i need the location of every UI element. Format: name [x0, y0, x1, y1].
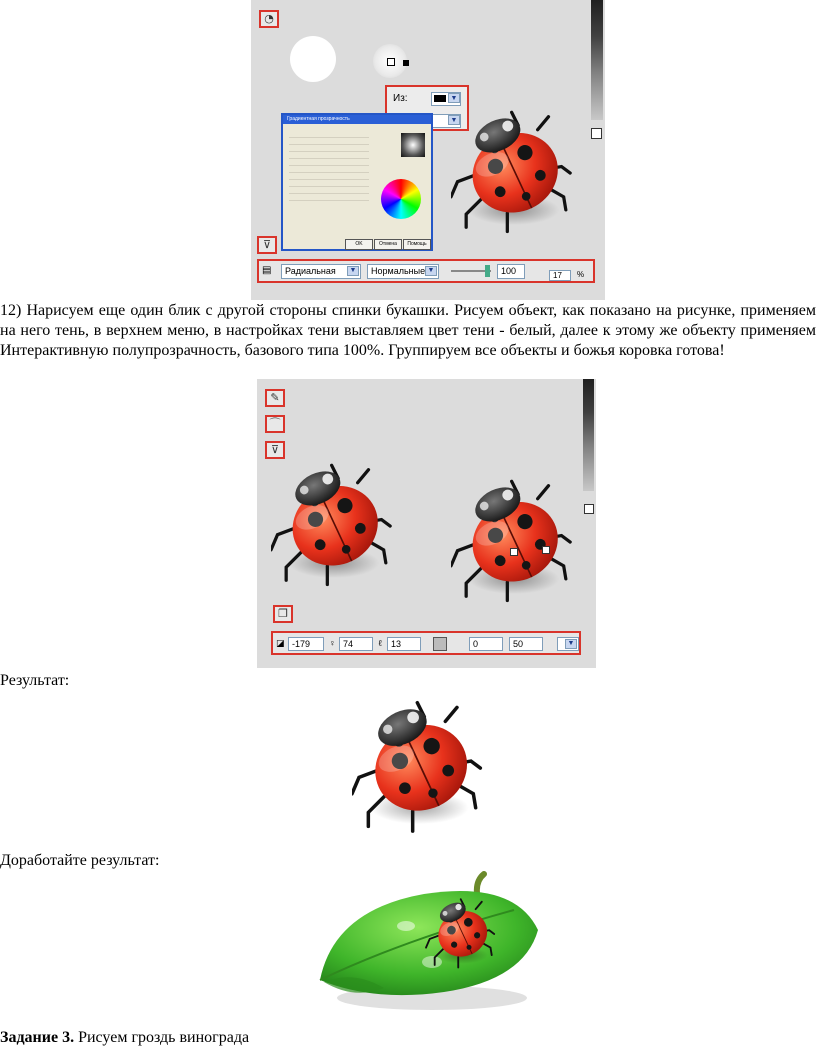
figure1-toolbar: [257, 259, 595, 283]
shadow-color-select[interactable]: ▼: [557, 637, 579, 651]
interactive-transparency-icon[interactable]: ⊽: [257, 236, 277, 254]
transparency-tool-icon-2[interactable]: ⊽: [265, 441, 285, 459]
shadow-handle-end[interactable]: [542, 546, 550, 554]
angle-value: 17: [553, 271, 562, 280]
percent-sign: %: [577, 270, 585, 279]
palette-strip: [591, 0, 603, 120]
transparency-dialog: [281, 113, 433, 251]
result-label: Результат:: [0, 672, 70, 689]
palette-swatch-2: [584, 504, 594, 514]
palette-strip-2: [583, 379, 594, 491]
figure2-screenshot: [257, 379, 596, 668]
improve-label: Доработайте результат:: [0, 852, 160, 869]
type-value: Радиальная: [285, 266, 336, 276]
transparency-tool-icon[interactable]: ◔: [259, 10, 279, 28]
opacity-slider-thumb[interactable]: [485, 265, 490, 277]
ladybug-figure1: [451, 110, 581, 235]
feather-input[interactable]: 13: [387, 637, 421, 651]
shadow-tool-icon[interactable]: ❐: [273, 605, 293, 623]
angle-input-2[interactable]: 0: [469, 637, 503, 651]
drop-shadow-tool-icon[interactable]: ✎: [265, 389, 285, 407]
dialog-preview: [401, 133, 425, 157]
palette-swatch: [591, 128, 602, 139]
angle-input[interactable]: [549, 270, 571, 281]
white-circle: [290, 36, 336, 82]
opacity-input-2[interactable]: 74: [339, 637, 373, 651]
help-button[interactable]: Помощь: [403, 239, 431, 250]
handle-end[interactable]: [403, 60, 409, 66]
opacity-icon: ♀: [329, 638, 336, 648]
shadow-handle-start[interactable]: [510, 548, 518, 556]
figure1-screenshot: [251, 0, 605, 300]
shadow-offset-icon: ◪: [276, 638, 285, 648]
from-color-select[interactable]: ▼: [431, 92, 461, 106]
to-color-select[interactable]: ▼: [431, 114, 461, 128]
type-select[interactable]: Радиальная ▼: [281, 264, 361, 279]
mode-select[interactable]: Нормальные ▼: [367, 264, 439, 279]
feather-direction-icon[interactable]: [433, 637, 447, 651]
figure2-toolbar: [271, 631, 581, 655]
dialog-controls: [289, 131, 369, 201]
ladybug-right: [451, 479, 581, 604]
opacity-input[interactable]: 100: [497, 264, 525, 279]
leaf-with-ladybug: [314, 870, 544, 1015]
envelope-tool-icon[interactable]: ⌒: [265, 415, 285, 433]
handle-start[interactable]: [387, 58, 395, 66]
ladybug-result: [352, 700, 492, 835]
task3-rest: Рисуем гроздь винограда: [74, 1029, 250, 1046]
ok-button[interactable]: OK: [345, 239, 373, 250]
from-label: Из:: [393, 93, 408, 104]
ladybug-left: [271, 463, 401, 588]
stretch-input[interactable]: 50: [509, 637, 543, 651]
transparency-type-icon: ▤: [262, 265, 272, 276]
cancel-button[interactable]: Отмена: [374, 239, 402, 250]
feather-icon: ℓ: [378, 638, 383, 648]
mode-value: Нормальные: [371, 266, 426, 276]
dialog-title: Градиентная прозрачность: [283, 115, 431, 124]
step12-paragraph: 12) Нарисуем еще один блик с другой стороны спинки букашки. Рисуем объект, как показано на рисунке, применяем на него тень, в верхнем меню, в настройках тени выставляем цвет тени - белый, далее к этому же объекту применяем Интерактивную полупрозрачность, базового типа 100%. Группируем все объекты и божья коровка готова!: [0, 302, 816, 359]
task3-bold: Задание 3.: [0, 1029, 75, 1046]
color-wheel[interactable]: [381, 179, 421, 219]
task3-line: [0, 1028, 249, 1048]
offset-x-input[interactable]: -179: [288, 637, 324, 651]
